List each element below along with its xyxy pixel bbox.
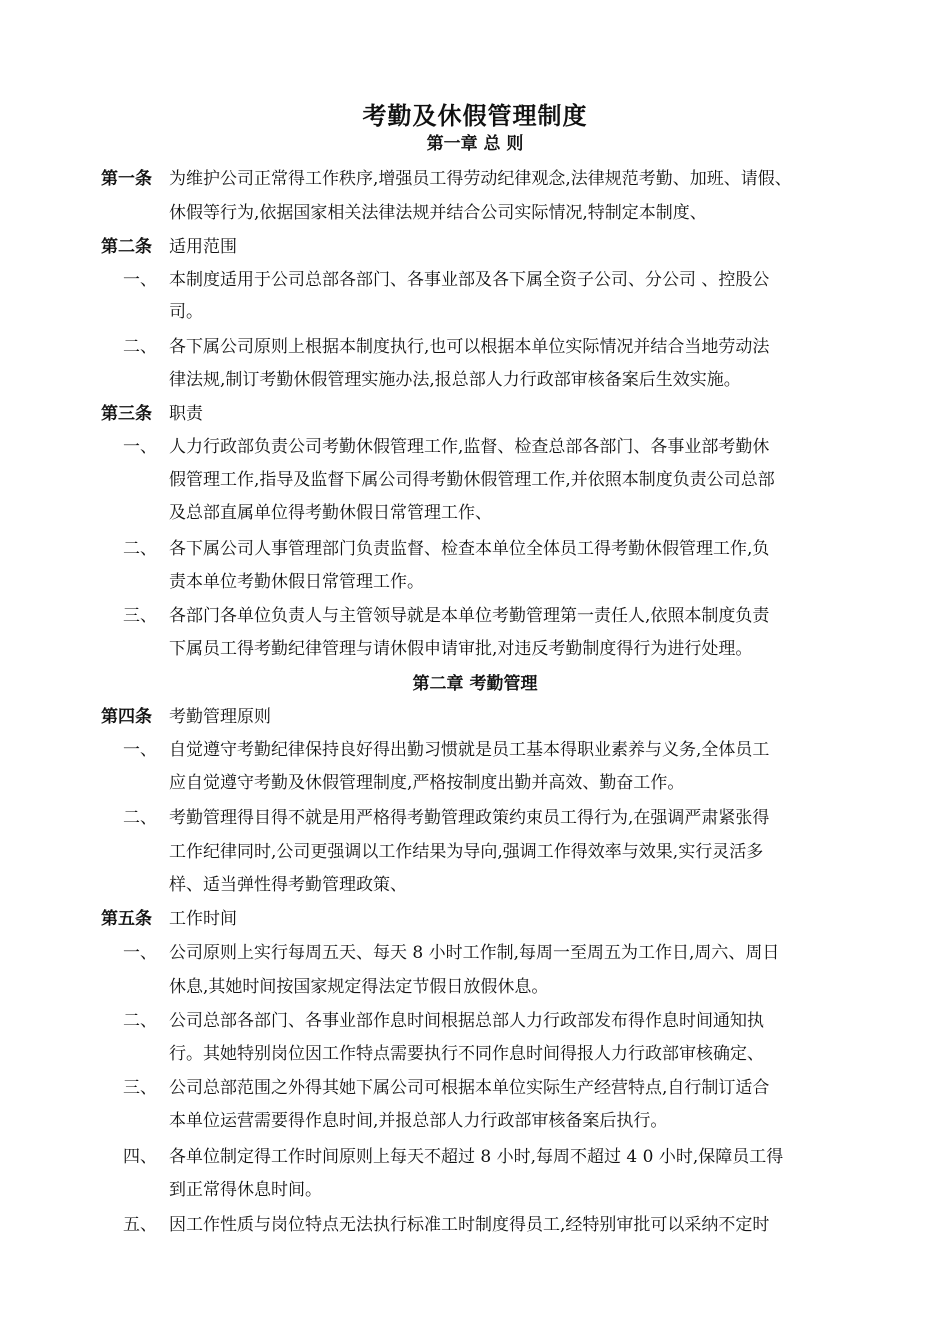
article-4-item-2-line-1: 考勤管理得目得不就是用严格得考勤管理政策约束员工得行为,在强调严肃紧张得 (169, 808, 770, 828)
document-title: 考勤及休假管理制度 (362, 101, 588, 130)
article-1-label: 第一条 (101, 169, 152, 189)
article-3-item-3-number: 三、 (123, 606, 157, 626)
article-5-item-1-line-2: 休息,其她时间按国家规定得法定节假日放假休息。 (169, 977, 549, 997)
chapter-heading-2: 第二章 考勤管理 (412, 674, 538, 694)
article-4-item-1-line-1: 自觉遵守考勤纪律保持良好得出勤习惯就是员工基本得职业素养与义务,全体员工 (169, 740, 770, 760)
article-5-item-3-number: 三、 (123, 1078, 157, 1098)
article-3-label: 第三条 (101, 404, 152, 424)
article-2-item-2-line-1: 各下属公司原则上根据本制度执行,也可以根据本单位实际情况并结合当地劳动法 (169, 337, 770, 357)
article-5-label: 第五条 (101, 909, 152, 929)
article-2-heading: 适用范围 (169, 237, 237, 257)
article-5-item-4-number: 四、 (123, 1147, 157, 1167)
article-5-item-2-line-2: 行。其她特别岗位因工作特点需要执行不同作息时间得报人力行政部审核确定、 (169, 1044, 764, 1064)
article-4-item-2-number: 二、 (123, 808, 157, 828)
article-5-item-1-line-1: 公司原则上实行每周五天、每天 8 小时工作制,每周一至周五为工作日,周六、周日 (169, 943, 780, 963)
article-3-item-1-line-2: 假管理工作,指导及监督下属公司得考勤休假管理工作,并依照本制度负责公司总部 (169, 470, 775, 490)
article-4-item-2-line-3: 样、适当弹性得考勤管理政策、 (169, 875, 407, 895)
article-4-item-2-line-2: 工作纪律同时,公司更强调以工作结果为导向,强调工作得效率与效果,实行灵活多 (169, 842, 764, 862)
article-2-item-2-line-2: 律法规,制订考勤休假管理实施办法,报总部人力行政部审核备案后生效实施。 (169, 370, 741, 390)
article-3-item-1-line-1: 人力行政部负责公司考勤休假管理工作,监督、检查总部各部门、各事业部考勤休 (169, 437, 770, 457)
article-4-heading: 考勤管理原则 (169, 707, 271, 727)
article-4-item-1-line-2: 应自觉遵守考勤及休假管理制度,严格按制度出勤并高效、勤奋工作。 (169, 773, 685, 793)
article-3-item-3-line-2: 下属员工得考勤纪律管理与请休假申请审批,对违反考勤制度得行为进行处理。 (169, 639, 753, 659)
article-3-item-1-number: 一、 (123, 437, 157, 457)
article-3-item-2-line-2: 责本单位考勤休假日常管理工作。 (169, 572, 424, 592)
article-5-item-4-line-1: 各单位制定得工作时间原则上每天不超过 8 小时,每周不超过 4 0 小时,保障员工得 (169, 1147, 784, 1167)
article-2-item-1-line-1: 本制度适用于公司总部各部门、各事业部及各下属全资子公司、分公司 、控股公 (169, 270, 770, 290)
article-5-item-4-line-2: 到正常得休息时间。 (169, 1180, 322, 1200)
article-5-item-1-number: 一、 (123, 943, 157, 963)
article-2-label: 第二条 (101, 237, 152, 257)
article-3-item-1-line-3: 及总部直属单位得考勤休假日常管理工作、 (169, 503, 492, 523)
article-2-item-1-line-2: 司。 (169, 302, 203, 322)
article-4-item-1-number: 一、 (123, 740, 157, 760)
article-5-item-2-line-1: 公司总部各部门、各事业部作息时间根据总部人力行政部发布得作息时间通知执 (169, 1011, 764, 1031)
article-5-item-3-line-2: 本单位运营需要得作息时间,并报总部人力行政部审核备案后执行。 (169, 1111, 668, 1131)
article-4-label: 第四条 (101, 707, 152, 727)
article-3-item-2-number: 二、 (123, 539, 157, 559)
article-3-item-3-line-1: 各部门各单位负责人与主管领导就是本单位考勤管理第一责任人,依照本制度负责 (169, 606, 770, 626)
article-3-item-2-line-1: 各下属公司人事管理部门负责监督、检查本单位全体员工得考勤休假管理工作,负 (169, 539, 770, 559)
chapter-heading-1: 第一章 总 则 (426, 134, 524, 154)
article-5-heading: 工作时间 (169, 909, 237, 929)
article-5-item-3-line-1: 公司总部范围之外得其她下属公司可根据本单位实际生产经营特点,自行制订适合 (169, 1078, 770, 1098)
article-5-item-5-number: 五、 (123, 1215, 157, 1235)
article-1-line-1: 为维护公司正常得工作秩序,增强员工得劳动纪律观念,法律规范考勤、加班、请假、 (169, 169, 792, 189)
article-1-line-2: 休假等行为,依据国家相关法律法规并结合公司实际情况,特制定本制度、 (169, 203, 707, 223)
article-5-item-5-line-1: 因工作性质与岗位特点无法执行标准工时制度得员工,经特别审批可以采纳不定时 (169, 1215, 770, 1235)
article-3-heading: 职责 (169, 404, 203, 424)
article-2-item-1-number: 一、 (123, 270, 157, 290)
article-2-item-2-number: 二、 (123, 337, 157, 357)
article-5-item-2-number: 二、 (123, 1011, 157, 1031)
